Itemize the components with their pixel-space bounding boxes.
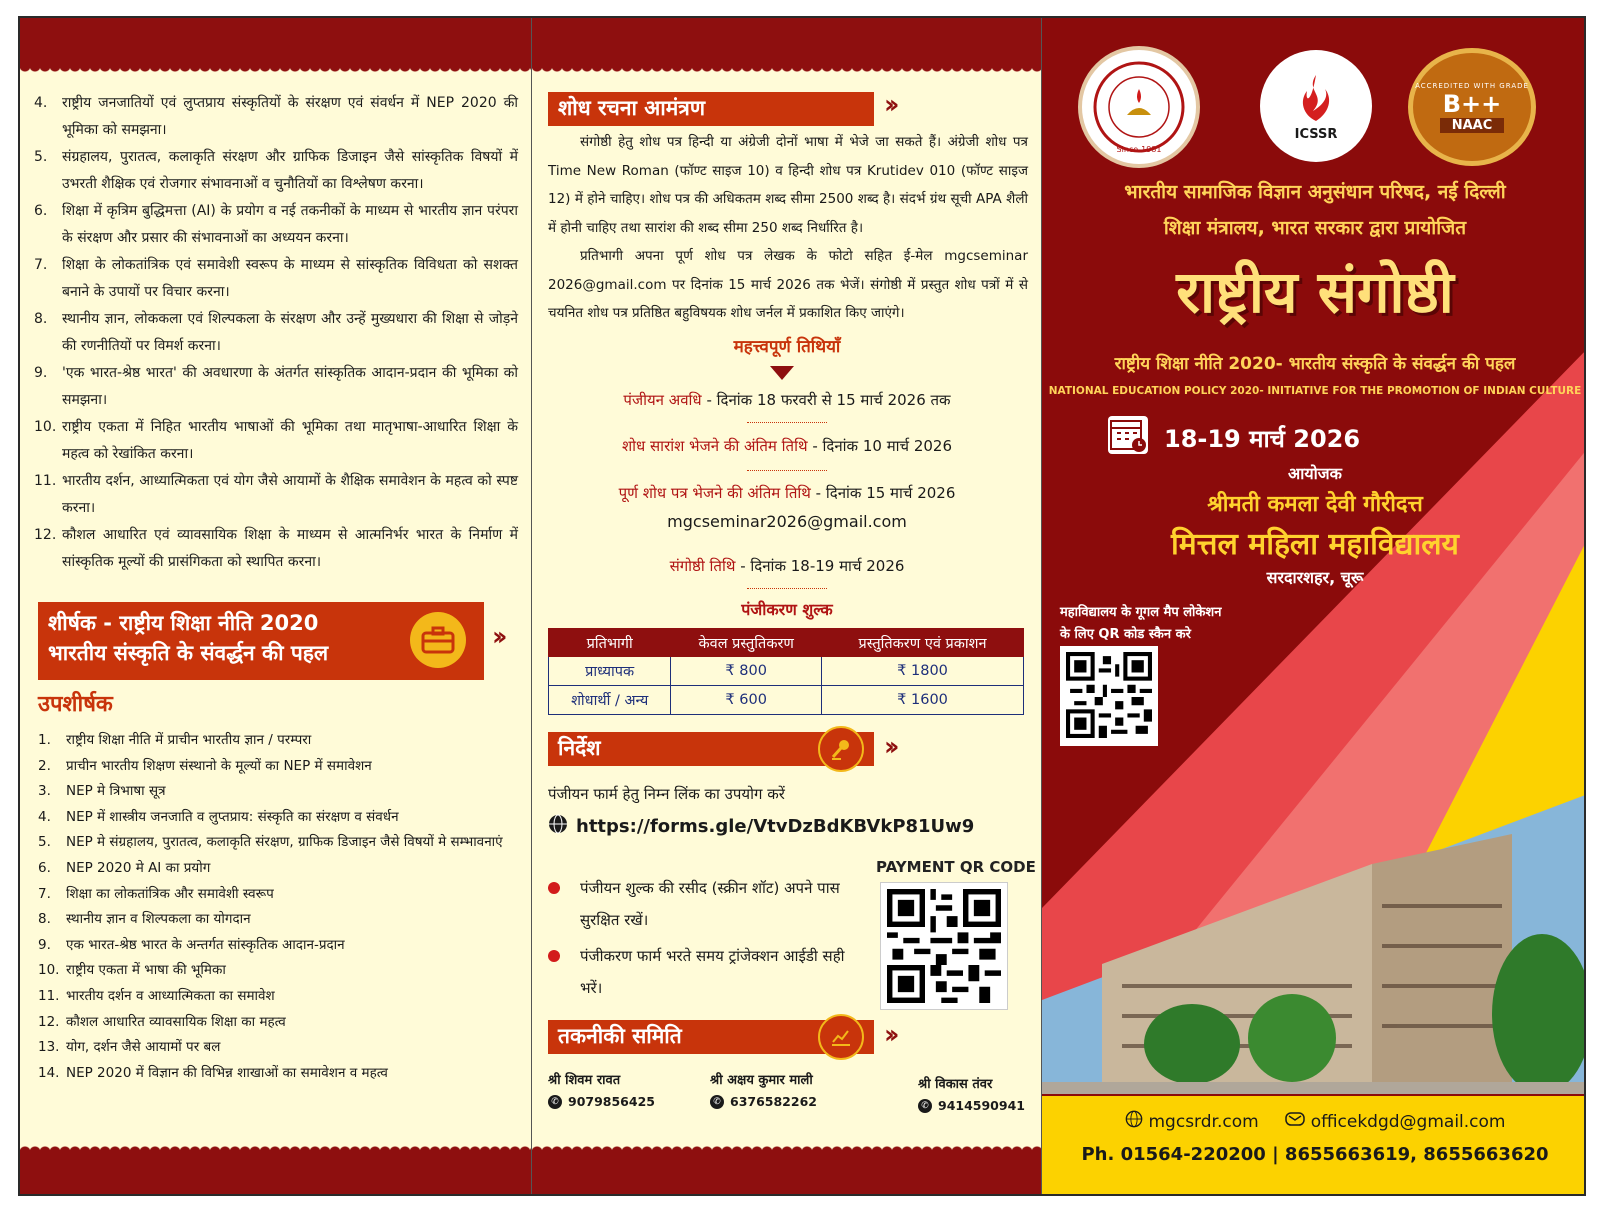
bullet-dot-icon (548, 882, 560, 894)
sponsor-line-1: भारतीय सामाजिक विज्ञान अनुसंधान परिषद, नई दिल्ली (1124, 181, 1506, 203)
website-link[interactable]: mgcsrdr.com (1125, 1110, 1259, 1133)
mail-icon (1285, 1110, 1305, 1133)
panel-call-for-papers (532, 18, 1042, 1196)
torn-paper-top (20, 18, 531, 68)
committee-member: श्री अक्षय कुमार माली ✆ 6376582262 (710, 1073, 817, 1109)
list-item: 13. योग, दर्शन जैसे आयामों पर बल (38, 1039, 221, 1056)
list-item: 9. 'एक भारत-श्रेष्ठ भारत' की अवधारणा के अंतर्गत सांस्कृतिक आदान-प्रदान की भूमिका को समझना। (34, 365, 518, 408)
double-chevron-icon: ›› (884, 90, 894, 120)
list-item: 12. कौशल आधारित एवं व्यावसायिक शिक्षा के माध्यम से आत्मनिर्भर भारत के निर्माण में सांस्कृतिक मूल्यों की प्रासंगिकता को स्थापित करना। (34, 527, 518, 570)
contact-footer (1042, 1096, 1586, 1196)
list-item: 1. राष्ट्रीय शिक्षा नीति में प्राचीन भारतीय ज्ञान / परम्परा (38, 732, 312, 748)
payment-qr-code[interactable] (880, 882, 1008, 1010)
list-item: 7. शिक्षा का लोकतांत्रिक और समावेशी स्वरूप (38, 885, 274, 902)
form-instruction: पंजीयन फार्म हेतु निम्न लिंक का उपयोग करें (548, 785, 785, 803)
map-note: महाविद्यालय के गूगल मैप लोकेशन के लिए QR कोड स्कैन करे (1060, 605, 1222, 642)
briefcase-icon (410, 612, 466, 668)
theme-title-line2: भारतीय संस्कृति के संवर्द्धन की पहल (48, 641, 329, 665)
phone-numbers: Ph. 01564-220200 | 8655663619, 8655663620 (1081, 1144, 1549, 1165)
instruction-bullet: पंजीकरण फार्म भरते समय ट्रांजेक्शन आईडी सही भरें। (548, 940, 848, 1004)
list-item: 8. स्थानीय ज्ञान, लोककला एवं शिल्पकला के संरक्षण और उन्हें मुख्यधारा की शिक्षा से जोड़ने की रणनीतियों पर विमर्श करना। (34, 311, 518, 354)
brochure-sheet (18, 16, 1586, 1196)
office-email-link[interactable]: officekdgd@gmail.com (1285, 1110, 1506, 1133)
subtopics-heading: उपशीर्षक (38, 692, 113, 717)
list-item: 6. शिक्षा में कृत्रिम बुद्धिमत्ता (AI) के प्रयोग व नई तकनीकों के माध्यम से भारतीय ज्ञान परंपरा के संरक्षण और प्रसार की संभावनाओं का अध्ययन करना। (34, 203, 518, 246)
list-item: 10. राष्ट्रीय एकता में निहित भारतीय भाषाओं की भूमिका तथा मातृभाषा-आधारित शिक्षा के महत्व को रेखांकित करना। (34, 419, 518, 462)
theme-title-line1: शीर्षक - राष्ट्रीय शिक्षा नीति 2020 (48, 611, 319, 635)
bullet-dot-icon (548, 950, 560, 962)
theme-hindi: राष्ट्रीय शिक्षा नीति 2020- भारतीय संस्कृति के संवर्द्धन की पहल (1114, 354, 1516, 374)
microphone-icon (818, 726, 864, 772)
instruction-bullet: पंजीयन शुल्क की रसीद (स्क्रीन शॉट) अपने पास सुरक्षित रखें। (548, 872, 848, 936)
fee-table (548, 628, 1024, 715)
event-date: 18-19 मार्च 2026 (1164, 425, 1361, 453)
date-registration: पंजीयन अवधि - दिनांक 18 फरवरी से 15 मार्च 2026 तक (623, 391, 951, 409)
organizer-label: आयोजक (1288, 464, 1342, 483)
list-item: 10. राष्ट्रीय एकता में भाषा की भूमिका (38, 962, 226, 979)
double-chevron-icon: ›› (884, 1020, 894, 1050)
globe-icon (548, 814, 568, 839)
divider (747, 470, 827, 476)
college-name-line-1: श्रीमती कमला देवी गौरीदत्त (1207, 492, 1423, 517)
icssr-logo: ICSSR (1260, 50, 1372, 162)
globe-icon (1125, 1110, 1143, 1133)
table-row: प्राध्यापक ₹ 800 ₹ 1800 (549, 657, 1024, 686)
college-logo: Since-1981 (1078, 46, 1200, 168)
list-item: 12. कौशल आधारित व्यावसायिक शिक्षा का महत्व (38, 1013, 286, 1030)
important-dates-heading: महत्त्वपूर्ण तिथियाँ (733, 337, 841, 357)
calendar-icon (1108, 416, 1148, 454)
table-header-row: प्रतिभागी केवल प्रस्तुतिकरण प्रस्तुतिकरण एवं प्रकाशन (549, 629, 1024, 657)
naac-badge: ACCREDITED WITH GRADE B++ NAAC (1408, 48, 1536, 166)
list-item: 11. भारतीय दर्शन, आध्यात्मिकता एवं योग जैसे आयामों के शैक्षिक समावेशन के महत्व को स्पष्ट करना। (34, 473, 518, 516)
date-full-paper: पूर्ण शोध पत्र भेजने की अंतिम तिथि - दिनांक 15 मार्च 2026 (618, 484, 956, 502)
phone-icon: ✆ (710, 1095, 724, 1109)
subtopics-list (38, 728, 518, 1086)
double-chevron-icon: ›› (492, 622, 502, 652)
torn-paper-bottom (532, 1150, 1041, 1196)
list-item: 5. NEP मे संग्रहालय, पुरातत्व, कलाकृति संरक्षण, ग्राफिक डिजाइन जैसे विषयों मे सम्भावनाएं (38, 834, 503, 851)
list-item: 4. राष्ट्रीय जनजातियों एवं लुप्तप्राय संस्कृतियों के संरक्षण एवं संवर्धन में NEP 2020 की भूमिका को समझना। (34, 95, 518, 138)
payment-qr-label: PAYMENT QR CODE (876, 858, 1036, 876)
theme-title-box (38, 602, 484, 680)
list-item: 11. भारतीय दर्शन व आध्यात्मिकता का समावेश (38, 987, 275, 1004)
committee-member: श्री विकास तंवर ✆ 9414590941 (918, 1077, 1025, 1113)
fee-heading: पंजीकरण शुल्क (741, 600, 833, 619)
map-qr-code[interactable] (1060, 646, 1158, 746)
theme-english: NATIONAL EDUCATION POLICY 2020- INITIATIVE FOR THE PROMOTION OF INDIAN CULTURE (1048, 385, 1582, 397)
contact-email[interactable]: mgcseminar2026@gmail.com (667, 512, 907, 531)
call-paragraph-1: संगोष्ठी हेतु शोध पत्र हिन्दी या अंग्रेजी दोनों भाषा में भेजे जा सकते हैं। अंग्रेजी शोध पत्र Time New Roman (फॉण्ट साइज 10) व हिन्दी शोध पत्र Krutidev 010 (फॉण्ट साइज 12) में होने चाहिए। शोध पत्र की अधिकतम शब्द सीमा 2500 शब्द है। संदर्भ ग्रंथ सूची APA शैली में होनी चाहिए तथा सारांश की शब्द सीमा 250 शब्द निर्धारित है। (548, 134, 1028, 236)
list-item: 3. NEP मे त्रिभाषा सूत्र (38, 783, 166, 800)
chart-icon (818, 1014, 864, 1060)
phone-icon: ✆ (548, 1095, 562, 1109)
list-item: 2. प्राचीन भारतीय शिक्षण संस्थानो के मूल्यों का NEP में समावेशन (38, 757, 372, 774)
date-seminar: संगोष्ठी तिथि - दिनांक 18-19 मार्च 2026 (669, 557, 905, 575)
list-item: 5. संग्रहालय, पुरातत्व, कलाकृति संरक्षण और ग्राफिक डिजाइन जैसे सांस्कृतिक विषयों में उभरती शैक्षिक एवं रोजगार संभावनाओं व चुनौतियों का विश्लेषण करना। (34, 149, 518, 192)
date-abstract: शोध सारांश भेजने की अंतिम तिथि - दिनांक 10 मार्च 2026 (621, 437, 953, 455)
call-for-papers-heading: शोध रचना आमंत्रण (548, 92, 874, 126)
call-paragraph-2: प्रतिभागी अपना पूर्ण शोध पत्र लेखक के फोटो सहित ई-मेल mgcseminar 2026@gmail.com पर दिनांक 15 मार्च 2026 तक भेजें। संगोष्ठी में प्रस्तुत शोध पत्रों में से चयनित शोध पत्र प्रतिष्ठित बहुविषयक शोध जर्नल में प्रकाशित किए जाएंगे। (548, 248, 1028, 321)
college-place: सरदारशहर, चूरू (1266, 568, 1364, 587)
torn-paper-bottom (20, 1150, 531, 1196)
triangle-down-icon (770, 366, 794, 380)
main-title: राष्ट्रीय संगोष्ठी (1176, 258, 1454, 326)
table-row: शोधार्थी / अन्य ₹ 600 ₹ 1600 (549, 686, 1024, 715)
campus-photo (1042, 794, 1586, 1094)
list-item: 4. NEP में शास्त्रीय जनजाति व लुप्तप्राय: संस्कृति का संरक्षण व संवर्धन (38, 808, 399, 825)
college-name-line-2: मित्तल महिला महाविद्यालय (1171, 527, 1459, 562)
objectives-list (34, 90, 518, 576)
list-item: 6. NEP 2020 मे AI का प्रयोग (38, 859, 211, 876)
panel-cover (1042, 18, 1586, 1196)
phone-icon: ✆ (918, 1099, 932, 1113)
technical-committee-heading: तकनीकी समिति (548, 1020, 874, 1054)
committee-member: श्री शिवम रावत ✆ 9079856425 (548, 1073, 655, 1109)
list-item: 14. NEP 2020 में विज्ञान की विभिन्न शाखाओं का समावेशन व महत्व (38, 1064, 388, 1081)
form-link[interactable]: https://forms.gle/VtvDzBdKBVkP81Uw9 (548, 814, 974, 839)
instructions-heading: निर्देश (548, 732, 874, 766)
double-chevron-icon: ›› (884, 732, 894, 762)
divider (747, 422, 827, 428)
list-item: 8. स्थानीय ज्ञान व शिल्पकला का योगदान (38, 911, 251, 928)
list-item: 9. एक भारत-श्रेष्ठ भारत के अन्तर्गत सांस्कृतिक आदान-प्रदान (38, 936, 345, 953)
list-item: 7. शिक्षा के लोकतांत्रिक एवं समावेशी स्वरूप के माध्यम से सांस्कृतिक विविधता को सशक्त बनाने के उपायों पर विचार करना। (34, 257, 518, 300)
torn-paper-top (532, 18, 1041, 68)
divider (747, 588, 827, 594)
sponsor-line-2: शिक्षा मंत्रालय, भारत सरकार द्वारा प्रायोजित (1163, 217, 1467, 239)
panel-objectives (20, 18, 532, 1196)
